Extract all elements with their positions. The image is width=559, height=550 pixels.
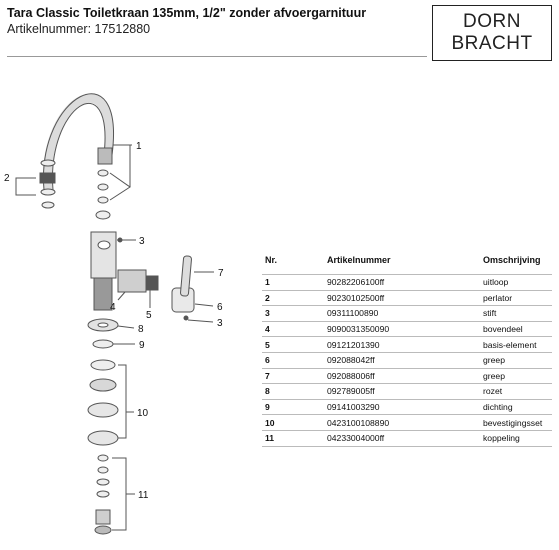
callout-7: 7 xyxy=(218,268,224,279)
table-row xyxy=(262,275,552,291)
row-article: 092088006ff xyxy=(324,368,480,384)
leader-10-bracket xyxy=(118,365,126,438)
logo-line-dorn: DORN xyxy=(463,11,521,32)
row-description: greep xyxy=(480,352,552,368)
row-article: 09121201390 xyxy=(324,337,480,353)
tap-body xyxy=(91,232,116,278)
row-article: 04233004000ff xyxy=(324,430,480,446)
pin-3b xyxy=(184,316,188,320)
row-article: 09311100890 xyxy=(324,306,480,322)
leader-8 xyxy=(118,326,134,328)
callout-5: 5 xyxy=(146,310,152,321)
row-nr: 9 xyxy=(262,399,324,415)
callout-2: 2 xyxy=(4,173,10,184)
seal-4 xyxy=(96,211,110,219)
table-row xyxy=(262,352,552,368)
parts-table xyxy=(262,255,552,447)
table-row xyxy=(262,321,552,337)
aerator-ring-low xyxy=(42,202,54,208)
logo-line-bracht: BRACHT xyxy=(451,33,533,54)
row-article: 092088042ff xyxy=(324,352,480,368)
table-row xyxy=(262,430,552,446)
seal-2 xyxy=(98,184,108,190)
fixing-nut xyxy=(90,379,116,391)
row-description: bevestigingsset xyxy=(480,415,552,431)
pin-3a xyxy=(118,238,122,242)
cartridge-top xyxy=(118,270,146,292)
table-row xyxy=(262,415,552,431)
brand-logo xyxy=(432,5,552,61)
callout-11: 11 xyxy=(138,490,149,501)
table-row xyxy=(262,384,552,400)
row-description: stift xyxy=(480,306,552,322)
fixing-washer-2 xyxy=(88,431,118,445)
page-title: Tara Classic Toiletkraan 135mm, 1/2" zonder afvoergarnituur xyxy=(7,6,367,20)
row-description: uitloop xyxy=(480,275,552,291)
table-row xyxy=(262,337,552,353)
leader-4 xyxy=(118,292,125,300)
table-row xyxy=(262,290,552,306)
row-article: 092789005ff xyxy=(324,384,480,400)
row-nr: 10 xyxy=(262,415,324,431)
callout-10: 10 xyxy=(137,408,149,419)
spout-thread xyxy=(98,148,112,164)
fixing-ring-1 xyxy=(91,360,115,370)
row-nr: 4 xyxy=(262,321,324,337)
seal-3 xyxy=(98,197,108,203)
seal-1 xyxy=(98,170,108,176)
leader-11-bracket xyxy=(112,458,126,530)
leader-2 xyxy=(16,178,36,195)
callout-3b: 3 xyxy=(217,318,223,329)
callout-6: 6 xyxy=(217,302,223,313)
row-nr: 7 xyxy=(262,368,324,384)
row-nr: 5 xyxy=(262,337,324,353)
leader-6 xyxy=(195,304,213,306)
title-block xyxy=(7,6,366,38)
coupling-nut xyxy=(96,510,110,524)
row-article: 0423100108890 xyxy=(324,415,480,431)
row-nr: 11 xyxy=(262,430,324,446)
article-number: Artikelnummer: 17512880 xyxy=(7,22,151,36)
seal-9 xyxy=(93,340,113,348)
row-description: dichting xyxy=(480,399,552,415)
exploded-parts-diagram xyxy=(0,60,250,548)
callout-3a: 3 xyxy=(139,236,145,247)
row-article: 90230102500ff xyxy=(324,290,480,306)
col-nr: Nr. xyxy=(265,255,278,265)
callout-4: 4 xyxy=(110,302,116,313)
row-description: perlator xyxy=(480,290,552,306)
callout-1: 1 xyxy=(136,141,142,152)
header-divider xyxy=(7,56,427,57)
row-article: 90282206100ff xyxy=(324,275,480,291)
col-article: Artikelnummer xyxy=(327,255,391,265)
coupling-ring-2 xyxy=(98,467,108,473)
row-nr: 3 xyxy=(262,306,324,322)
row-nr: 6 xyxy=(262,352,324,368)
row-nr: 1 xyxy=(262,275,324,291)
row-description: basis-element xyxy=(480,337,552,353)
body-port xyxy=(98,241,110,249)
callout-8: 8 xyxy=(138,324,144,335)
coupling-ring-3 xyxy=(97,479,109,485)
aerator-insert xyxy=(40,173,55,183)
leader-3b xyxy=(188,320,213,322)
rosette-hole xyxy=(98,323,108,327)
fixing-washer-1 xyxy=(88,403,118,417)
coupling-ring-4 xyxy=(97,491,109,497)
callout-9: 9 xyxy=(139,340,145,351)
row-article: 9090031350090 xyxy=(324,321,480,337)
table-row xyxy=(262,368,552,384)
col-description: Omschrijving xyxy=(483,255,541,265)
table-header-row xyxy=(262,255,552,275)
table-row xyxy=(262,399,552,415)
coupling-base xyxy=(95,526,111,534)
row-description: greep xyxy=(480,368,552,384)
row-nr: 2 xyxy=(262,290,324,306)
coupling-ring-1 xyxy=(98,455,108,461)
base-element xyxy=(146,276,158,290)
aerator-ring-top xyxy=(41,160,55,166)
row-nr: 8 xyxy=(262,384,324,400)
leader-seals xyxy=(110,173,130,200)
aerator-ring-mid xyxy=(41,189,55,195)
row-description: rozet xyxy=(480,384,552,400)
row-article: 09141003290 xyxy=(324,399,480,415)
table-row xyxy=(262,306,552,322)
row-description: bovendeel xyxy=(480,321,552,337)
row-description: koppeling xyxy=(480,430,552,446)
